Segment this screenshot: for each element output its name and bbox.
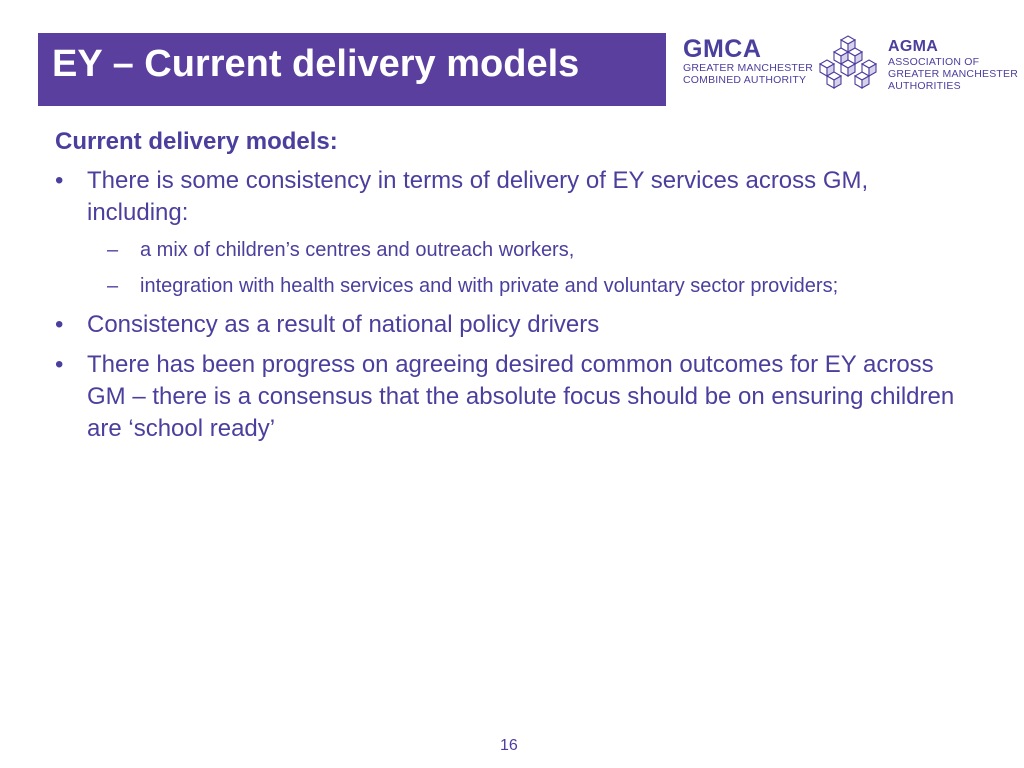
sub-bullet-text: integration with health services and with private and voluntary sector providers;: [140, 275, 839, 297]
sub-bullet-item: [55, 273, 965, 299]
section-heading: Current delivery models:: [55, 128, 338, 155]
bullet-item: [55, 165, 965, 229]
slide-body: [55, 127, 965, 453]
bullet-text: There is some consistency in terms of delivery of EY services across GM, including:: [87, 167, 869, 226]
page-number: 16: [500, 737, 518, 754]
bullet-icon: •: [55, 167, 64, 194]
bullet-icon: •: [55, 351, 64, 378]
cubes-logo-icon: [818, 34, 880, 97]
dash-icon: –: [107, 239, 119, 261]
agma-logo-line2: GREATER MANCHESTER: [888, 68, 1018, 80]
bullet-item: [55, 309, 965, 341]
dash-icon: –: [107, 275, 119, 297]
gmca-logo: [683, 36, 813, 86]
bullet-icon: •: [55, 311, 64, 338]
title-bar: [38, 33, 666, 106]
bullet-text: There has been progress on agreeing desired common outcomes for EY across GM – there is a consensus that the absolute focus should be on ensuring children are ‘school ready’: [87, 351, 955, 442]
gmca-logo-line1: GREATER MANCHESTER: [683, 62, 813, 74]
agma-logo-line3: AUTHORITIES: [888, 80, 961, 92]
bullet-item: [55, 349, 965, 445]
sub-bullet-text: a mix of children’s centres and outreach workers,: [140, 239, 575, 261]
agma-logo-line1: ASSOCIATION OF: [888, 56, 980, 68]
agma-logo: [888, 38, 1018, 92]
bullet-text: Consistency as a result of national policy drivers: [87, 311, 600, 338]
sub-bullet-item: [55, 237, 965, 263]
gmca-logo-line2: COMBINED AUTHORITY: [683, 74, 807, 86]
agma-logo-name: AGMA: [888, 38, 939, 55]
slide-title: EY – Current delivery models: [52, 43, 580, 85]
gmca-logo-name: GMCA: [683, 35, 762, 63]
